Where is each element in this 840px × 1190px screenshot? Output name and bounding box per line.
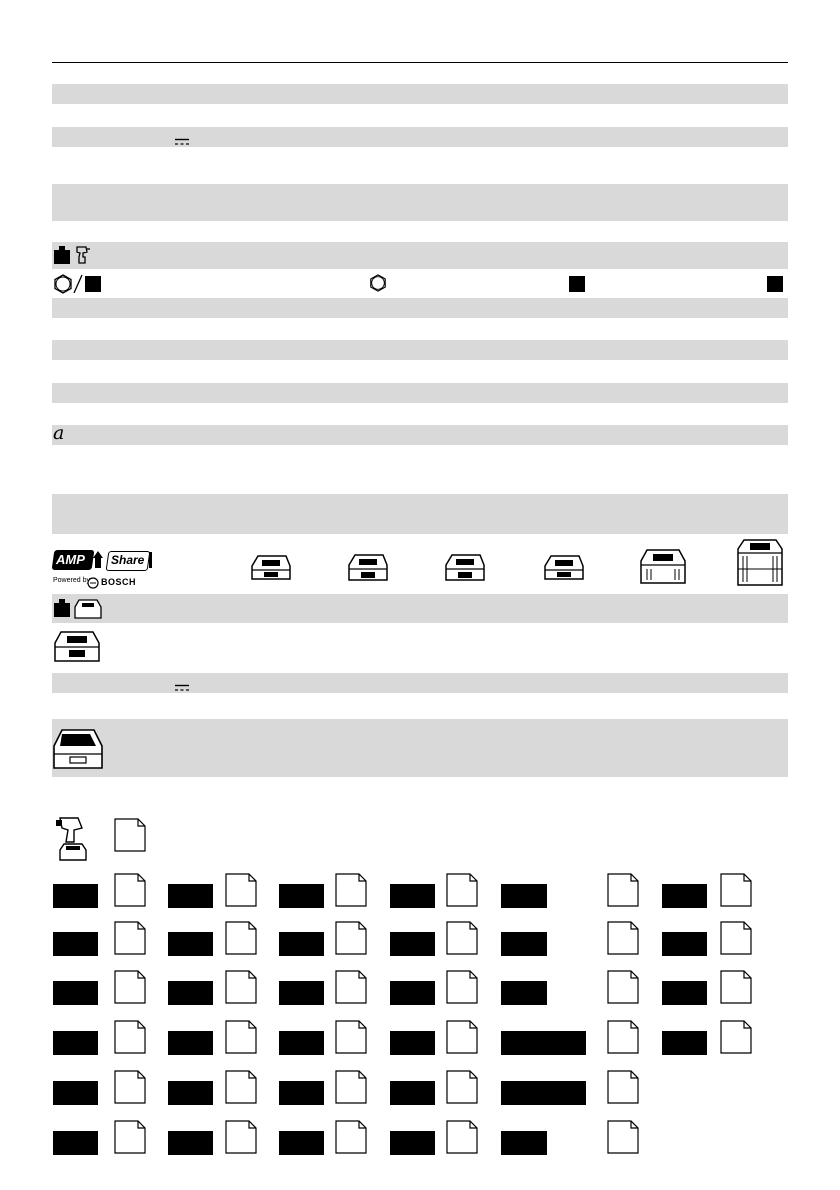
hex-bit-icon-2 (369, 274, 387, 297)
page-reference-icon (114, 818, 146, 852)
page-reference-icon (607, 970, 639, 1004)
page-reference-icon (335, 921, 367, 955)
battery-pack-icon-2 (345, 551, 391, 590)
page-reference-icon (720, 1020, 752, 1054)
battery-pack-icon-5 (637, 547, 689, 592)
reference-label-block (168, 1031, 213, 1055)
share-arrow-icon (93, 550, 107, 575)
reference-label-block (390, 1081, 435, 1105)
battery-pack-small-icon (73, 598, 103, 625)
spec-row-charger (52, 719, 788, 777)
share-text: Share (111, 553, 145, 567)
reference-label-block (279, 981, 324, 1005)
spec-row-6 (52, 383, 788, 403)
page-reference-icon (114, 873, 146, 907)
weight-icon (54, 246, 70, 269)
square-drive-icon-3 (767, 276, 783, 292)
reference-label-block (168, 1081, 213, 1105)
page-reference-icon (720, 921, 752, 955)
page-reference-icon (720, 970, 752, 1004)
reference-label-block (501, 932, 547, 956)
bosch-logo-icon (87, 576, 99, 594)
page-reference-icon (446, 1020, 478, 1054)
charger-icon (50, 724, 106, 779)
reference-label-block (168, 981, 213, 1005)
powered-by-text: Powered by (53, 577, 90, 584)
hex-bit-icon (53, 274, 73, 299)
reference-label-block (53, 932, 98, 956)
page-reference-icon (607, 1070, 639, 1104)
reference-label-block (501, 1031, 586, 1055)
reference-label-block (279, 1131, 324, 1155)
page-reference-icon (335, 970, 367, 1004)
battery-pack-icon-large (52, 629, 102, 670)
amp-text: AMP (56, 552, 85, 567)
spec-row-1 (52, 84, 788, 104)
reference-label-block (501, 981, 547, 1005)
page-reference-icon (335, 1020, 367, 1054)
battery-pack-icon-6 (734, 537, 786, 594)
spec-row-8 (52, 673, 788, 693)
spec-row-5 (52, 340, 788, 360)
reference-label-block (662, 884, 707, 908)
page-reference-icon (607, 873, 639, 907)
page-reference-icon (335, 1120, 367, 1154)
reference-label-block (53, 1081, 98, 1105)
page-reference-icon (225, 1020, 257, 1054)
dc-voltage-symbol (174, 133, 190, 151)
spec-row-7 (52, 494, 788, 534)
page-reference-icon (720, 873, 752, 907)
page-reference-icon (114, 1020, 146, 1054)
reference-label-block (53, 884, 98, 908)
page-reference-icon (114, 1120, 146, 1154)
reference-label-block (168, 932, 213, 956)
reference-label-block (279, 1031, 324, 1055)
reference-label-block (662, 981, 707, 1005)
page-reference-icon (446, 1120, 478, 1154)
reference-label-block (501, 1131, 547, 1155)
battery-pack-icon-1 (248, 552, 294, 589)
amp-share-logo (53, 550, 153, 590)
reference-label-block (279, 884, 324, 908)
page-reference-icon (225, 873, 257, 907)
page-reference-icon (335, 1070, 367, 1104)
spec-row-weight-battery (52, 594, 788, 623)
reference-label-block (390, 1131, 435, 1155)
reference-label-block (390, 932, 435, 956)
page-reference-icon (225, 1120, 257, 1154)
reference-label-block (501, 1081, 586, 1105)
spec-row-weight (52, 242, 788, 269)
reference-label-block (53, 1131, 98, 1155)
page-reference-icon (114, 921, 146, 955)
spec-row-3 (52, 184, 788, 221)
reference-label-block (168, 1131, 213, 1155)
reference-label-block (279, 932, 324, 956)
page-reference-icon (335, 873, 367, 907)
reference-label-block (662, 1031, 707, 1055)
reference-label-block (390, 981, 435, 1005)
reference-label-block (168, 884, 213, 908)
slash-separator (72, 274, 84, 299)
battery-pack-icon-3 (442, 551, 488, 590)
page-reference-icon (225, 921, 257, 955)
page-reference-icon (225, 970, 257, 1004)
bosch-brand-text: BOSCH (101, 577, 137, 587)
page-reference-icon (446, 921, 478, 955)
header-rule (52, 62, 788, 63)
square-drive-icon (85, 276, 101, 292)
reference-label-block (390, 884, 435, 908)
page-reference-icon (607, 1020, 639, 1054)
page-reference-icon (607, 921, 639, 955)
reference-label-block (53, 981, 98, 1005)
page-reference-icon (225, 1070, 257, 1104)
page-reference-icon (446, 873, 478, 907)
page-reference-icon (114, 1070, 146, 1104)
page-reference-icon (446, 1070, 478, 1104)
alpha-symbol: a (53, 422, 65, 444)
drill-icon (74, 245, 90, 270)
logo-bar (149, 552, 152, 568)
reference-label-block (662, 932, 707, 956)
page-reference-icon (446, 970, 478, 1004)
square-drive-icon-2 (569, 276, 585, 292)
page-reference-icon (607, 1120, 639, 1154)
tool-with-battery-icon (56, 814, 90, 867)
spec-row-2 (52, 127, 788, 147)
reference-label-block (53, 1031, 98, 1055)
weight-icon-2 (54, 599, 70, 622)
reference-label-block (390, 1031, 435, 1055)
spec-row-alpha (52, 425, 788, 445)
dc-voltage-symbol-2 (174, 679, 190, 697)
reference-label-block (279, 1081, 324, 1105)
reference-label-block (501, 884, 547, 908)
spec-row-4 (52, 298, 788, 318)
battery-pack-icon-4 (541, 552, 587, 589)
page-reference-icon (114, 970, 146, 1004)
